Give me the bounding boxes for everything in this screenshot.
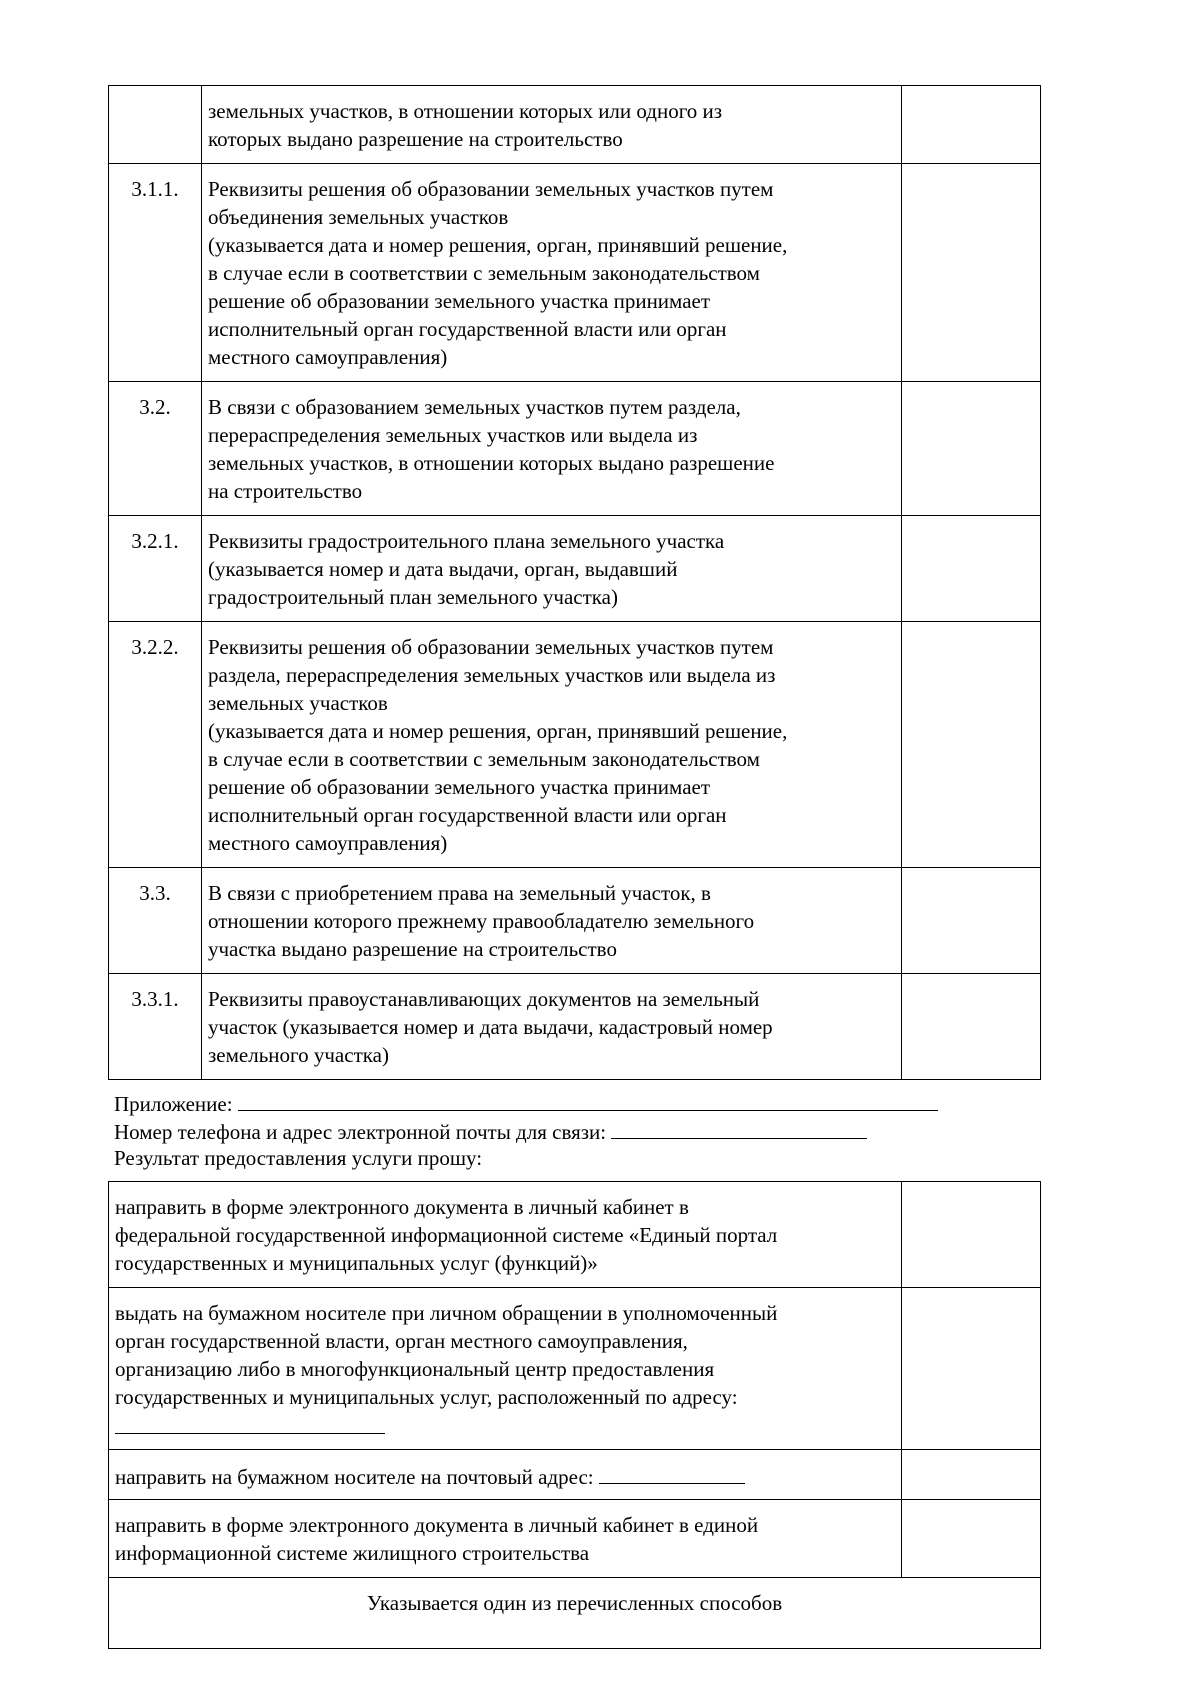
table-row xyxy=(109,86,1041,164)
row-number: 3.1.1. xyxy=(109,164,202,382)
table-row xyxy=(109,1450,1041,1500)
attachment-field[interactable] xyxy=(238,1088,938,1111)
land-plot-details-table xyxy=(108,85,1041,1080)
table-row xyxy=(109,868,1041,974)
row-description: Реквизиты решения об образовании земельных участков путем объединения земельных участков (указывается дата и номер решения, орган, принявший решение, в случае если в соответствии с земельным законодательством решение об образовании земельного участка принимает исполнительный орган государственной власти или орган местного самоуправления) xyxy=(202,164,902,382)
result-line xyxy=(114,1144,1040,1172)
row-number: 3.2.1. xyxy=(109,516,202,622)
row-value-cell[interactable] xyxy=(902,516,1041,622)
table-row xyxy=(109,974,1041,1080)
table-row xyxy=(109,1288,1041,1450)
row-value-cell[interactable] xyxy=(902,974,1041,1080)
table-row xyxy=(109,382,1041,516)
option-in-person-cell xyxy=(109,1288,902,1450)
row-number: 3.2.2. xyxy=(109,622,202,868)
row-description: земельных участков, в отношении которых или одного из которых выдано разрешение на строительство xyxy=(202,86,902,164)
table-row xyxy=(109,516,1041,622)
request-fields xyxy=(108,1080,1040,1181)
row-description: Реквизиты правоустанавливающих документов на земельный участок (указывается номер и дата выдачи, кадастровый номер земельного участка) xyxy=(202,974,902,1080)
option-epgu-label: направить в форме электронного документа в личный кабинет в федеральной государственной информационной системе «Единый портал государственных и муниципальных услуг (функций)» xyxy=(109,1182,902,1288)
contact-field[interactable] xyxy=(611,1116,867,1139)
option-in-person-label: выдать на бумажном носителе при личном обращении в уполномоченный орган государственной власти, орган местного самоуправления, организацию либо в многофункциональный центр предоставления государственных и муниципальных услуг, расположенный по адресу: xyxy=(115,1301,778,1409)
row-number: 3.2. xyxy=(109,382,202,516)
contact-line xyxy=(114,1116,1040,1144)
options-footer-note: Указывается один из перечисленных способов xyxy=(109,1578,1041,1649)
attachment-label: Приложение: xyxy=(114,1092,233,1116)
table-row xyxy=(109,1578,1041,1649)
option-eisgs-select-cell[interactable] xyxy=(902,1500,1041,1578)
address-field[interactable] xyxy=(115,1411,385,1434)
row-description: Реквизиты решения об образовании земельных участков путем раздела, перераспределения земельных участков или выдела из земельных участков (указывается дата и номер решения, орган, принявший решение, в случае если в соответствии с земельным законодательством решение об образовании земельного участка принимает исполнительный орган государственной власти или орган местного самоуправления) xyxy=(202,622,902,868)
option-eisgs-label: направить в форме электронного документа в личный кабинет в единой информационной системе жилищного строительства xyxy=(109,1500,902,1578)
option-post-select-cell[interactable] xyxy=(902,1450,1041,1500)
row-description: В связи с образованием земельных участков путем раздела, перераспределения земельных участков или выдела из земельных участков, в отношении которых выдано разрешение на строительство xyxy=(202,382,902,516)
row-number: 3.3.1. xyxy=(109,974,202,1080)
option-in-person-select-cell[interactable] xyxy=(902,1288,1041,1450)
row-value-cell[interactable] xyxy=(902,868,1041,974)
row-value-cell[interactable] xyxy=(902,622,1041,868)
contact-label: Номер телефона и адрес электронной почты для связи: xyxy=(114,1120,607,1144)
row-value-cell[interactable] xyxy=(902,86,1041,164)
option-post-cell xyxy=(109,1450,902,1500)
postal-address-field[interactable] xyxy=(599,1461,745,1484)
attachment-line xyxy=(114,1088,1040,1116)
row-description: Реквизиты градостроительного плана земельного участка (указывается номер и дата выдачи, орган, выдавший градостроительный план земельного участка) xyxy=(202,516,902,622)
delivery-options-table xyxy=(108,1181,1041,1649)
row-value-cell[interactable] xyxy=(902,382,1041,516)
row-number: 3.3. xyxy=(109,868,202,974)
document-page xyxy=(108,85,1040,1649)
table-row xyxy=(109,164,1041,382)
option-post-label: направить на бумажном носителе на почтовый адрес: xyxy=(115,1465,594,1489)
row-value-cell[interactable] xyxy=(902,164,1041,382)
result-label: Результат предоставления услуги прошу: xyxy=(114,1146,483,1170)
option-epgu-select-cell[interactable] xyxy=(902,1182,1041,1288)
table-row xyxy=(109,622,1041,868)
row-description: В связи с приобретением права на земельный участок, в отношении которого прежнему правообладателю земельного участка выдано разрешение на строительство xyxy=(202,868,902,974)
table-row xyxy=(109,1182,1041,1288)
table-row xyxy=(109,1500,1041,1578)
row-number xyxy=(109,86,202,164)
